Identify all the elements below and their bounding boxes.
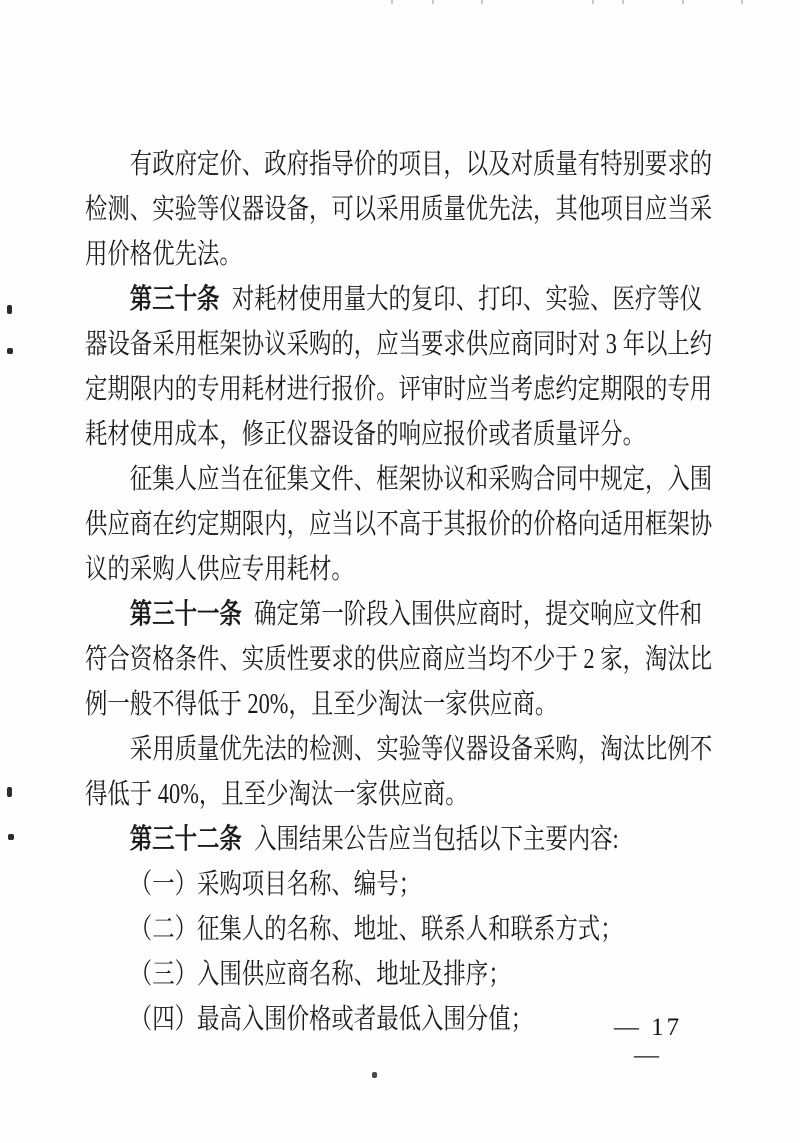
article-number-30: 第三十条: [129, 284, 220, 315]
scan-artifact: [481, 0, 483, 4]
body-text: 征集人应当在征集文件、框架协议和采购合同中规定，入围: [129, 464, 713, 495]
list-item-3: [85, 952, 715, 997]
paragraph-line: [85, 592, 715, 637]
scan-artifact: [432, 0, 434, 4]
body-text: （三）入围供应商名称、地址及排序；: [129, 959, 511, 990]
scan-artifact: [622, 0, 624, 4]
paragraph-line: [85, 187, 715, 232]
scan-artifact: [391, 0, 393, 4]
paragraph-line: [85, 637, 715, 682]
scan-artifact: [592, 0, 594, 4]
scan-artifact: [741, 0, 743, 4]
body-text: （二）征集人的名称、地址、联系人和联系方式；: [129, 914, 623, 945]
body-text: 定期限内的专用耗材进行报价。评审时应当考虑约定期限的专用: [85, 374, 713, 405]
paragraph-line: [85, 502, 715, 547]
scan-artifact: [7, 348, 13, 354]
paragraph-line: [85, 817, 715, 862]
paragraph-line: [85, 457, 715, 502]
body-text: 例一般不得低于 20%，且至少淘汰一家供应商。: [85, 689, 558, 720]
body-text: （四）最高入围价格或者最低入围分值；: [129, 1004, 534, 1035]
paragraph-line: [85, 322, 715, 367]
body-text: 用价格优先法。: [85, 239, 242, 270]
document-body: [85, 142, 715, 1042]
body-text: 采用质量优先法的检测、实验等仪器设备采购，淘汰比例不: [129, 734, 713, 765]
body-text: 确定第一阶段入围供应商时，提交响应文件和: [254, 599, 703, 630]
scan-artifact: [7, 305, 12, 314]
body-text: 器设备采用框架协议采购的，应当要求供应商同时对 3 年以上约: [85, 329, 713, 360]
paragraph-line: [85, 682, 715, 727]
paragraph-line: [85, 727, 715, 772]
scan-artifact: [8, 834, 14, 840]
paragraph-line: [85, 412, 715, 457]
body-text: 入围结果公告应当包括以下主要内容:: [254, 824, 619, 855]
paragraph-line: [85, 547, 715, 592]
body-text: 有政府定价、政府指导价的项目，以及对质量有特别要求的: [129, 149, 713, 180]
paragraph-line: [85, 232, 715, 277]
body-text: 得低于 40%，且至少淘汰一家供应商。: [85, 779, 468, 810]
list-item-2: [85, 907, 715, 952]
body-text: 议的采购人供应专用耗材。: [85, 554, 354, 585]
paragraph-line: [85, 277, 715, 322]
list-item-1: [85, 862, 715, 907]
body-text: 符合资格条件、实质性要求的供应商应当均不少于 2 家，淘汰比: [85, 644, 713, 675]
paragraph-line: [85, 142, 715, 187]
body-text: 供应商在约定期限内，应当以不高于其报价的价格向适用框架协: [85, 509, 713, 540]
body-text: 耗材使用成本，修正仪器设备的响应报价或者质量评分。: [85, 419, 646, 450]
paragraph-line: [85, 367, 715, 412]
page-number: — 17 —: [613, 1014, 683, 1069]
article-number-31: 第三十一条: [129, 599, 242, 630]
body-text: 对耗材使用量大的复印、打印、实验、医疗等仪: [231, 284, 703, 315]
scan-artifact: [7, 787, 12, 797]
scan-artifact: [372, 1072, 377, 1078]
scan-artifact: [682, 0, 684, 4]
body-text: （一）采购项目名称、编号；: [129, 869, 422, 900]
paragraph-line: [85, 772, 715, 817]
article-number-32: 第三十二条: [129, 824, 242, 855]
body-text: 检测、实验等仪器设备，可以采用质量优先法，其他项目应当采: [85, 194, 713, 225]
